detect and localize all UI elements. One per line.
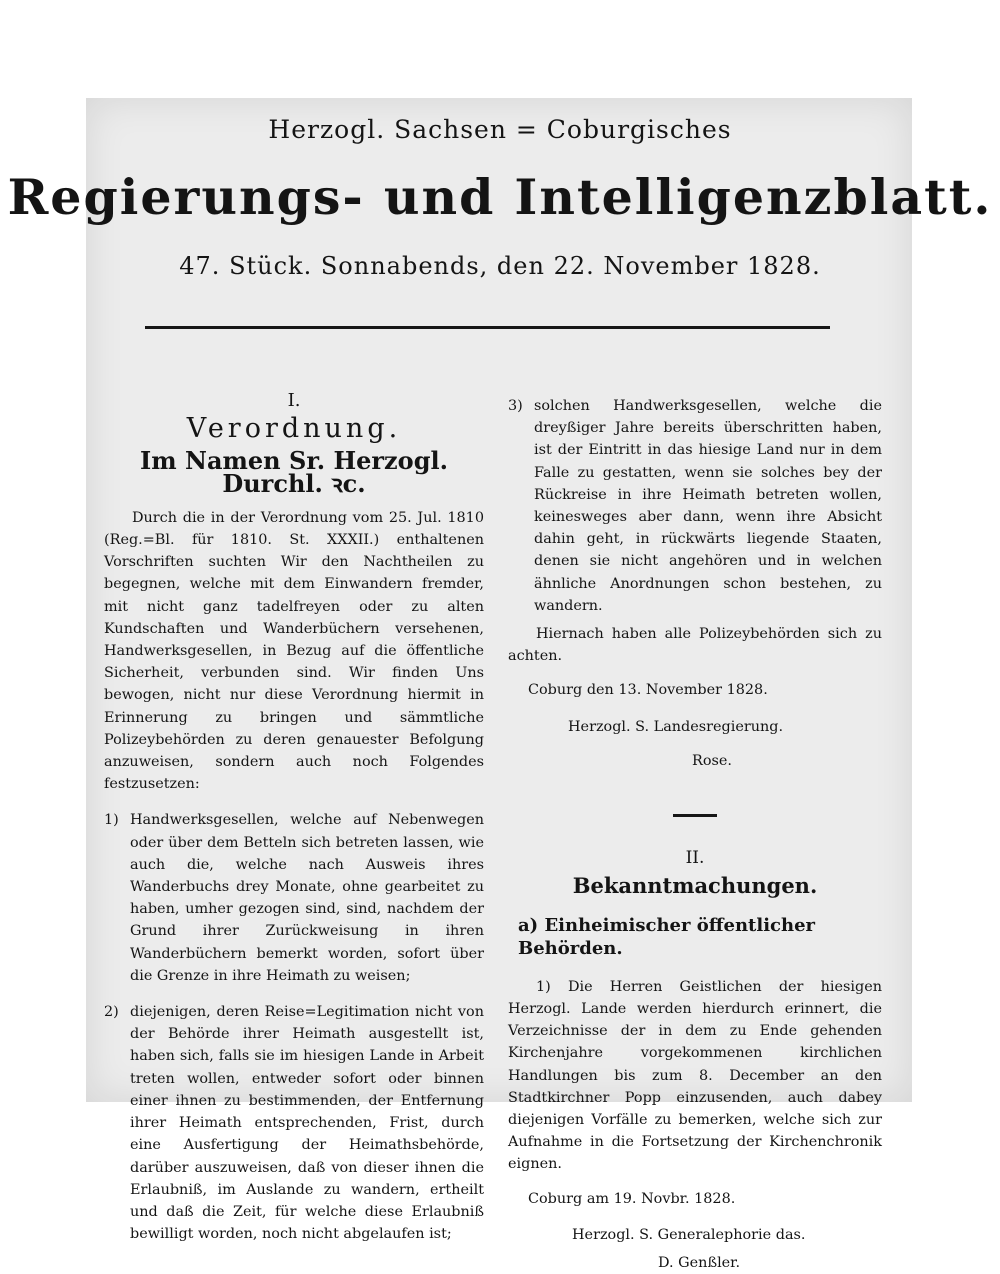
left-column — [104, 390, 484, 1245]
ordinance-place-date: Coburg den 13. November 1828. — [528, 682, 768, 699]
section-2-number: II. — [685, 848, 705, 869]
section-1-title: Verordnung. — [186, 413, 402, 445]
item-number: 2) — [104, 1004, 119, 1021]
section-1-subtitle: Im Namen Sr. Herzogl. Durchl. ꝛc. — [140, 446, 448, 498]
ordinance-closing: Hiernach haben alle Polizeybehörden sich zu achten. — [508, 626, 882, 665]
section-1-number: I. — [287, 390, 301, 411]
item-text: diejenigen, deren Reise=Legitimation nicht von der Behörde ihrer Heimath ausgestellt ist, haben sich, falls sie im hiesigen Lande in Arbeit treten wollen, entweder sofort oder binnen einer ihnen zu bestimmenden, der Entfernung ihrer Heimath entsprechenden, Frist, durch eine Ausfertigung der Heimathsbehörde, darüber auszuweisen, daß von dieser ihnen die Erlaubniß, im Auslande zu wandern, ertheilt und daß die Zeit, für welche diese Erlaubniß bewilligt worden, noch nicht abgelaufen ist; — [130, 1004, 484, 1243]
item-text: Handwerksgesellen, welche auf Nebenwegen oder über dem Betteln sich betreten lassen, wie auch die, welche nach Ausweis ihres Wanderbuchs drey Monate, ohne gearbeitet zu haben, umher gezogen sind, sind, nachdem der Grund ihrer Zurückweisung in ihren Wanderbüchern bemerkt worden, sofort über die Grenze in ihre Heimath zu weisen; — [130, 812, 484, 984]
issue-line: 47. Stück. Sonnabends, den 22. November 1828. — [179, 252, 821, 280]
section-2-title: Bekanntmachungen. — [572, 873, 818, 899]
announcement-item-1: 1) Die Herren Geistlichen der hiesigen Herzogl. Lande werden hierdurch erinnert, die Verzeichnisse der in dem zu Ende gehenden Kirchenjahre vorgekommenen kirchlichen Handlungen bis zum 8. December an den Stadtkirchner Popp einzusenden, auch dabey diejenigen Vorfälle zu bemerken, welche sich zur Aufnahme in die Fortsetzung der Kirchenchronik eignen. — [508, 978, 882, 1173]
header-rule — [145, 326, 830, 329]
publisher-line: Herzogl. Sachsen = Coburgisches — [268, 115, 732, 144]
masthead-title: Regierungs- und Intelligenzblatt. — [7, 168, 993, 226]
announcement-place-date: Coburg am 19. Novbr. 1828. — [528, 1190, 736, 1207]
item-number: 1) — [104, 812, 119, 829]
item-number: 3) — [508, 398, 523, 414]
announcement-office: Herzogl. S. Generalephorie das. — [572, 1226, 806, 1243]
announcement-signer: D. Genßler. — [658, 1255, 741, 1272]
section-2-subtitle: a) Einheimischer öffentlicher Behörden. — [518, 915, 816, 959]
section-divider — [673, 814, 717, 817]
ordinance-item-2 — [104, 1001, 484, 1245]
ordinance-signer: Rose. — [692, 752, 732, 769]
ordinance-office: Herzogl. S. Landesregierung. — [568, 718, 784, 735]
ordinance-intro: Durch die in der Verordnung vom 25. Jul. 1810 (Reg.=Bl. für 1810. St. XXXII.) enthaltenen Vorschriften suchten Wir den Nachtheilen zu begegnen, welche mit dem Einwandern fremder, mit nicht ganz tadelfreyen oder zu alten Kundschaften und Wanderbüchern versehenen, Handwerksgesellen, in Bezug auf die öffentliche Sicherheit, verbunden sind. Wir finden Uns bewogen, nicht nur diese Verordnung hiermit in Erinnerung zu bringen und sämmtliche Polizeybehörden zu deren genauester Befolgung anzuweisen, sondern auch noch Folgendes festzusetzen: — [104, 509, 484, 793]
right-column — [508, 395, 882, 1274]
ordinance-item-3 — [508, 395, 882, 617]
item-text: solchen Handwerksgesellen, welche die dreyßiger Jahre bereits überschritten haben, ist der Eintritt in das hiesige Land nur in dem Falle zu gestatten, wenn sie solches bey der Rückreise in ihre Heimath betreten wollen, keinesweges aber dann, wenn ihre Absicht dahin geht, in rückwärts liegende Staaten, denen sie nicht angehören und in welchen ähnliche Anordnungen schon bestehen, zu wandern. — [534, 398, 882, 614]
ordinance-item-1 — [104, 809, 484, 987]
